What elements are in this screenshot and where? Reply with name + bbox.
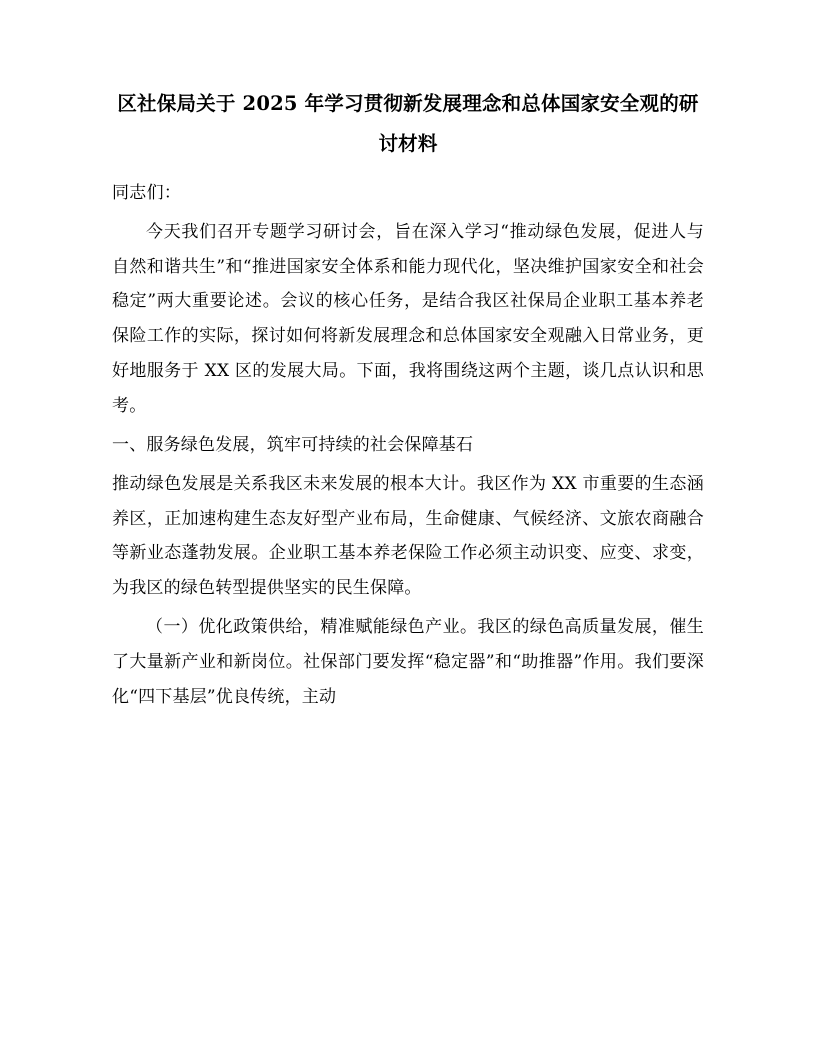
salutation: 同志们： <box>112 182 182 203</box>
paragraph-section-one-body: 推动绿色发展是关系我区未来发展的根本大计。我区作为 XX 市重要的生态涵养区，正加速构建生态友好型产业布局，生命健康、气候经济、文旅农商融合等新业态蓬勃发展。企业职工基本养老保险工作必须主动识变、应变、求变，为我区的绿色转型提供坚实的民生保障。 <box>112 473 704 599</box>
paragraph-subsection-one: （一）优化政策供给，精准赋能绿色产业。我区的绿色高质量发展，催生了大量新产业和新岗位。社保部门要发挥“稳定器”和“助推器”作用。我们要深化“四下基层”优良传统，主动 <box>112 617 704 707</box>
paragraph-intro: 今天我们召开专题学习研讨会，旨在深入学习“推动绿色发展，促进人与自然和谐共生”和“推进国家安全体系和能力现代化，坚决维护国家安全和社会稳定”两大重要论述。会议的核心任务，是结合我区社保局企业职工基本养老保险工作的实际，探讨如何将新发展理念和总体国家安全观融入日常业务，更好地服务于 XX 区的发展大局。下面，我将围绕这两个主题，谈几点认识和思考。 <box>112 221 704 416</box>
section-heading-one: 一、服务绿色发展，筑牢可持续的社会保障基石 <box>112 434 474 455</box>
page-title: 区社保局关于 2025 年学习贯彻新发展理念和总体国家安全观的研讨材料 <box>117 92 699 155</box>
